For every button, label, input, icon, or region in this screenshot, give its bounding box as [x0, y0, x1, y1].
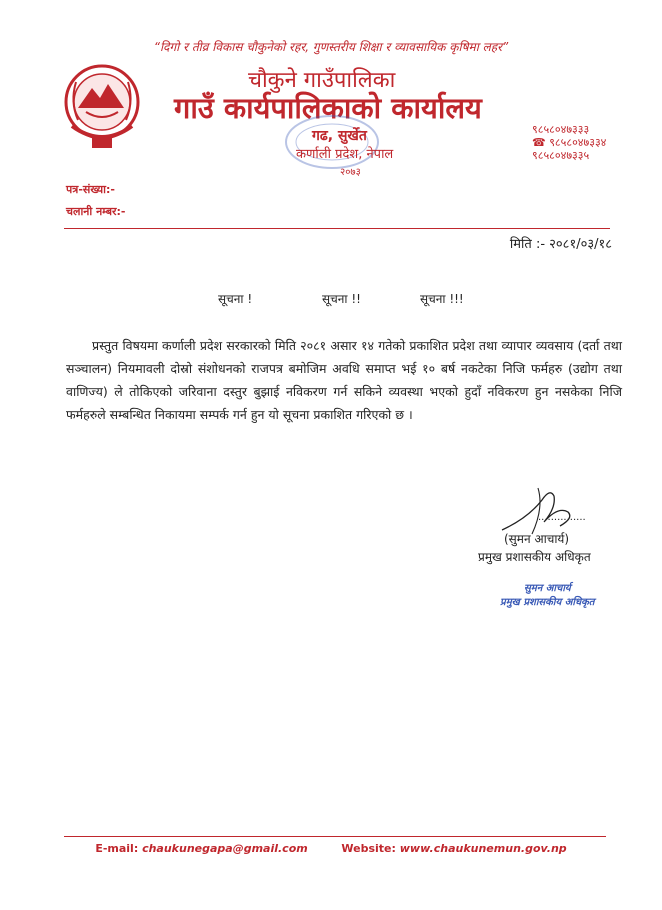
address-line-1: गढ, सुर्खेत	[312, 128, 367, 144]
office-title: गाउँ कार्यपालिकाको कार्यालय	[174, 91, 482, 125]
email-label: E-mail:	[95, 842, 139, 855]
footer-divider	[64, 836, 606, 837]
nepal-emblem-icon	[62, 62, 142, 154]
signatory-title: प्रमुख प्रशासकीय अधिकृत	[478, 550, 591, 564]
phone-number: ☎ ९८५८०४७३३४	[532, 136, 607, 149]
phone-number: ९८५८०४७३३३	[532, 123, 590, 136]
signature-icon	[498, 478, 598, 538]
letter-date: मिति :- २०८१/०३/१८	[509, 237, 612, 252]
website-label: Website:	[341, 842, 396, 855]
dispatch-number-field: चलानी नम्बर:-	[66, 205, 126, 218]
org-name: चौकुने गाउँपालिका	[248, 68, 396, 93]
seal-title: प्रमुख प्रशासकीय अधिकृत	[500, 597, 595, 608]
notice-heading: सूचना !	[218, 292, 253, 306]
notice-heading: सूचना !!	[322, 292, 361, 306]
email-link[interactable]: chaukunegapa@gmail.com	[142, 842, 308, 855]
signature-dots: ...............	[538, 512, 586, 523]
notice-body: प्रस्तुत विषयमा कर्णाली प्रदेश सरकारको मिति २०८१ असार १४ गतेको प्रकाशित प्रदेश तथा व्यापार व्यवसाय (दर्ता तथा सञ्चालन) नियमावली दोस्रो संशोधनको राजपत्र बमोजिम अवधि समाप्त भई १० बर्ष नकटेका निजि फर्महरु (उद्योग तथा वाणिज्य) ले तोकिएको जरिवाना दस्तुर बुझाई नविकरण गर्न सकिने व्यवस्था भएको हुदाँ नविकरण हुन नसकेका निजि फर्महरुले सम्बन्धित निकायमा सम्पर्क गर्न हुन यो सूचना प्रकाशित गरिएको छ ।	[66, 338, 622, 422]
footer	[0, 842, 662, 855]
motto: “दिगो र तीव्र विकास चौकुनेको रहर, गुणस्तरीय शिक्षा र व्यावसायिक कृषिमा लहर”	[153, 40, 509, 54]
signatory-name: (सुमन आचार्य)	[504, 532, 570, 546]
header-divider	[64, 228, 610, 229]
letter-number-field: पत्र-संख्या:-	[66, 183, 115, 196]
notice-heading: सूचना !!!	[420, 292, 464, 306]
website-link[interactable]: www.chaukunemun.gov.np	[399, 842, 567, 855]
phone-number: ९८५८०४७३३५	[532, 149, 590, 162]
address-line-2: कर्णाली प्रदेश, नेपाल	[296, 147, 394, 162]
phone-list	[532, 123, 606, 162]
phone-icon: ☎	[532, 136, 550, 149]
established-year: २०७३	[340, 167, 361, 178]
seal-name: सुमन आचार्य	[524, 583, 571, 594]
